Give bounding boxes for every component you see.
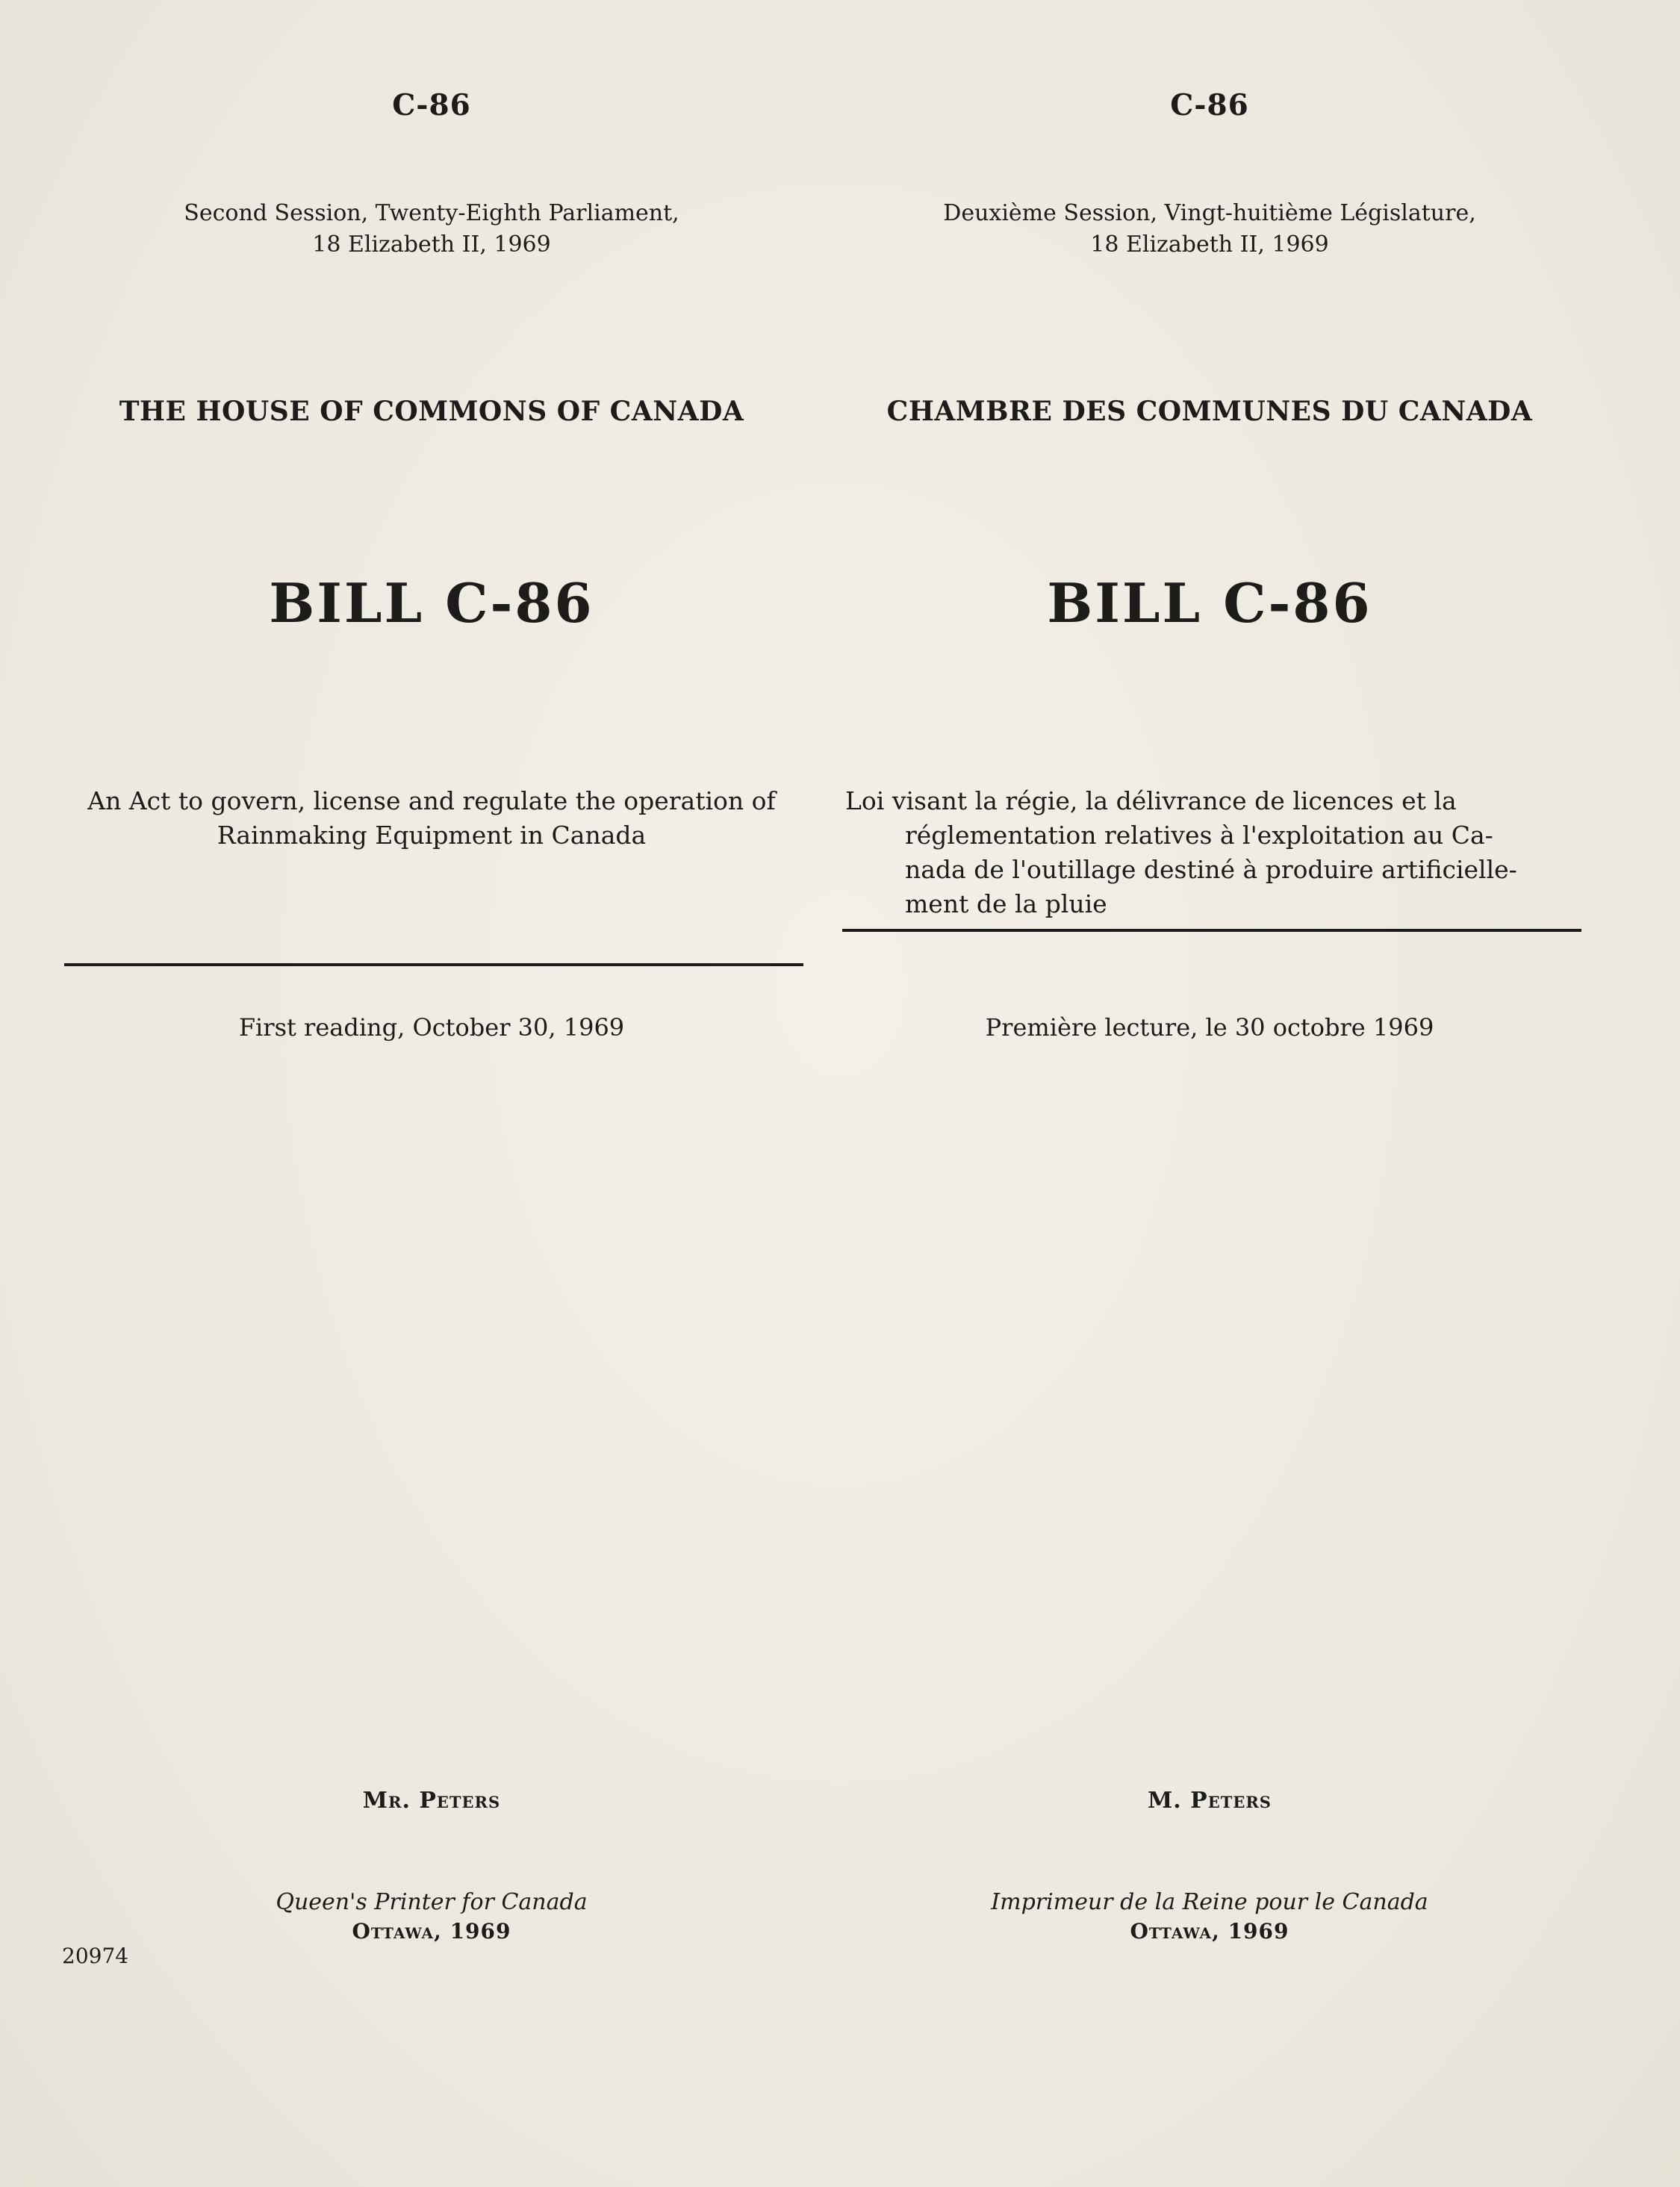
act-title-line: ment de la pluie <box>905 889 1107 918</box>
bill-title: BILL C-86 <box>1047 571 1372 635</box>
act-title-line: An Act to govern, license and regulate the operation of <box>87 786 776 815</box>
act-title <box>58 784 805 853</box>
session-year-line: 18 Elizabeth II, 1969 <box>312 231 551 258</box>
house-heading: THE HOUSE OF COMMONS OF CANADA <box>119 396 744 427</box>
divider-rule <box>64 963 803 966</box>
act-title-line: Loi visant la régie, la délivrance de licences et la <box>845 786 1457 815</box>
house-heading: CHAMBRE DES COMMUNES DU CANADA <box>886 396 1533 427</box>
sponsor <box>836 1788 1583 1814</box>
reading-date: Première lecture, le 30 octobre 1969 <box>985 1013 1434 1042</box>
reading-date: First reading, October 30, 1969 <box>238 1013 625 1042</box>
sponsor <box>58 1788 805 1814</box>
bill-number: C-86 <box>1170 88 1249 122</box>
printer: Queen's Printer for Canada <box>276 1889 588 1915</box>
session-line: Deuxième Session, Vingt-huitième Législature, <box>943 200 1476 226</box>
act-title-line: Rainmaking Equipment in Canada <box>217 821 647 850</box>
english-column <box>58 0 805 2187</box>
french-column <box>836 0 1583 2187</box>
divider-rule <box>842 929 1581 932</box>
sponsor-prefix: Mr. <box>362 1788 420 1814</box>
session-info <box>836 198 1583 261</box>
sponsor-name: Peters <box>419 1788 501 1814</box>
bill-number: C-86 <box>392 88 471 122</box>
printer: Imprimeur de la Reine pour le Canada <box>991 1889 1428 1915</box>
catalog-number: 20974 <box>62 1944 129 1968</box>
printer-place: Ottawa, 1969 <box>352 1919 511 1944</box>
session-line: Second Session, Twenty-Eighth Parliament, <box>184 200 679 226</box>
printer-place: Ottawa, 1969 <box>1130 1919 1289 1944</box>
session-year-line: 18 Elizabeth II, 1969 <box>1090 231 1329 258</box>
act-title <box>836 784 1583 921</box>
session-info <box>58 198 805 261</box>
act-title-line: réglementation relatives à l'exploitation au Ca- <box>905 821 1493 850</box>
sponsor-prefix: M. <box>1148 1788 1191 1814</box>
sponsor-name: Peters <box>1190 1788 1272 1814</box>
act-title-line: nada de l'outillage destiné à produire artificielle- <box>905 855 1517 884</box>
bill-title: BILL C-86 <box>269 571 594 635</box>
